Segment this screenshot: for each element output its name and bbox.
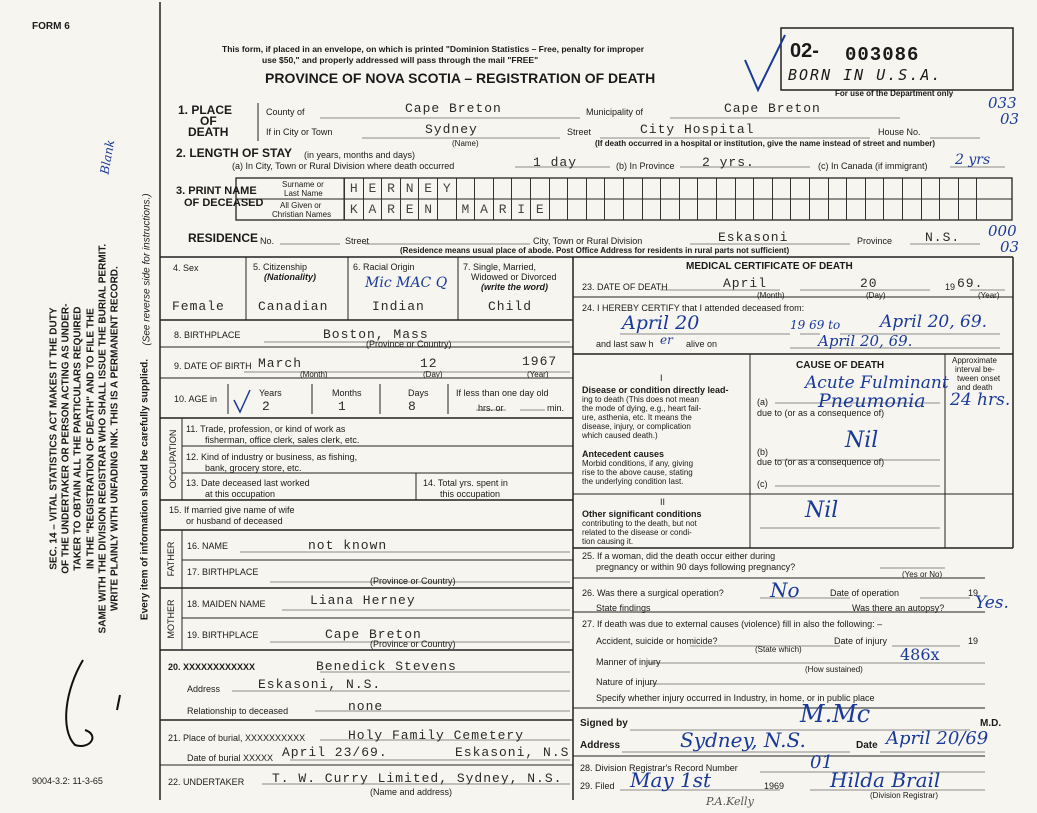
name-letter-cell	[660, 199, 679, 220]
last-saw-ink: er	[660, 333, 673, 347]
racial-ink: Mic MAC Q	[365, 275, 448, 291]
name-letter-cell	[679, 178, 698, 199]
burial-place-label: 21. Place of burial, XXXXXXXXXX	[168, 733, 306, 743]
racial-label: 6. Racial Origin	[353, 262, 415, 272]
birthplace-label: 8. BIRTHPLACE	[174, 330, 241, 340]
name-letter-cell: M	[456, 199, 475, 220]
name-letter-cell	[604, 199, 623, 220]
occ-14-label-2: this occupation	[440, 489, 501, 499]
name-letter-cell	[660, 178, 679, 199]
mother-birthplace-sub: (Province or Country)	[370, 639, 456, 649]
other-label-2: contributing to the death, but not	[582, 519, 697, 528]
findings-label: State findings	[596, 603, 651, 613]
residence-province: N.S.	[925, 230, 961, 245]
city-label: If in City or Town	[266, 127, 333, 137]
citizenship-sub-label: (Nationality)	[264, 272, 317, 282]
direct-label-6: which caused death.)	[582, 431, 658, 440]
margin-code-1: 033	[988, 94, 1017, 112]
stay-sub-label: (in years, months and days)	[304, 150, 416, 160]
name-letter-cell: E	[530, 199, 549, 220]
place-label-3: DEATH	[188, 125, 229, 139]
age-days-label: Days	[408, 388, 429, 398]
name-letter-cell	[511, 178, 530, 199]
cause-b-mark: (b)	[757, 447, 768, 457]
street-label: Street	[567, 127, 592, 137]
name-letter-cell	[790, 178, 809, 199]
name-letter-cell: I	[511, 199, 530, 220]
roman-two: II	[660, 497, 666, 507]
name-letter-cell	[735, 199, 754, 220]
name-letter-cell	[642, 199, 661, 220]
name-letter-cell	[846, 199, 865, 220]
father-birthplace-sub: (Province or Country)	[370, 576, 456, 586]
cause-a-line-2: Pneumonia	[818, 390, 926, 412]
racial-value: Indian	[372, 299, 425, 314]
other-label-3: related to the disease or condi-	[582, 528, 692, 537]
marital-label-1: 7. Single, Married,	[463, 262, 537, 272]
interval-label-4: and death	[957, 383, 993, 392]
name-letter-cell	[883, 178, 902, 199]
occ-12-label-1: 12. Kind of industry or business, as fishing,	[186, 452, 358, 462]
sig-date: April 20/69	[886, 728, 989, 749]
occ-11-label-2: fisherman, office clerk, sales clerk, etc.	[205, 435, 360, 445]
name-letter-cell	[437, 199, 456, 220]
sig-address-label: Address	[580, 740, 621, 751]
how-sustained-label: (How sustained)	[805, 665, 863, 674]
name-letter-cell: A	[474, 199, 493, 220]
spouse-label-2: or husband of deceased	[186, 516, 283, 526]
attended-from-year: 19 69 to	[790, 318, 841, 332]
name-letter-cell	[753, 199, 772, 220]
name-letter-cell	[865, 178, 884, 199]
other-label-4: tion causing it.	[582, 537, 634, 546]
code-ink: 486x	[900, 645, 940, 664]
margin-scribble-icon	[55, 650, 135, 760]
antecedent-label-4: the underlying condition last.	[582, 477, 684, 486]
attended-from: April 20	[622, 312, 700, 334]
name-letter-cell: N	[400, 178, 419, 199]
registrar-sub-label: (Division Registrar)	[870, 791, 939, 800]
dod-day-label: (Day)	[866, 291, 886, 300]
occ-11-label-1: 11. Trade, profession, or kind of work as	[186, 424, 346, 434]
birthplace-value: Boston, Mass	[323, 327, 429, 342]
deceased-label-2: OF DECEASED	[184, 197, 264, 209]
municipality-label: Municipality of	[586, 107, 644, 117]
dod-month-label: (Month)	[757, 291, 785, 300]
name-letter-cell	[567, 199, 586, 220]
city-value: Sydney	[425, 122, 478, 137]
age-years-label: Years	[259, 388, 282, 398]
age-months: 1	[338, 399, 347, 414]
envelope-note-1: This form, if placed in an envelope, on which is printed "Dominion Statistics – Free, penalty for improper	[222, 44, 645, 54]
municipality-value: Cape Breton	[724, 101, 821, 116]
registrar-signature: Hilda Brail	[830, 768, 941, 792]
name-letter-cell: R	[493, 199, 512, 220]
name-letter-cell	[958, 199, 977, 220]
father-name-label: 16. NAME	[187, 541, 229, 551]
dob-year-label: (Year)	[527, 370, 549, 379]
burial-place: Holy Family Cemetery	[348, 728, 525, 743]
name-letter-cell	[456, 178, 475, 199]
alive-on-label: alive on	[686, 339, 718, 349]
age-check-icon	[232, 388, 252, 414]
dept-use-label: For use of the Department only	[835, 89, 954, 98]
name-letter-cell	[735, 178, 754, 199]
occ-13-label-2: at this occupation	[205, 489, 276, 499]
sex-value: Female	[172, 299, 225, 314]
interval-label-2: interval be-	[955, 365, 995, 374]
place-label-2: OF	[200, 114, 217, 128]
age-years: 2	[262, 399, 271, 414]
name-letter-cell	[883, 199, 902, 220]
name-letter-cell	[921, 199, 940, 220]
name-letter-cell: E	[418, 178, 437, 199]
yes-no-label: (Yes or No)	[902, 570, 943, 579]
direct-label-4: ure, asthenia, etc. It means the	[582, 413, 692, 422]
stay-c-label: (c) In Canada (if immigrant)	[818, 161, 928, 171]
county-label: County of	[266, 107, 305, 117]
filed-date: May 1st	[630, 768, 712, 792]
envelope-note-2: use $50," and properly addressed will pass through the mail "FREE"	[262, 55, 539, 65]
dob-month-label: (Month)	[300, 370, 328, 379]
occ-14-label-1: 14. Total yrs. spent in	[423, 478, 508, 488]
interval-label-1: Approximate	[952, 356, 997, 365]
name-letter-cell	[958, 178, 977, 199]
reverse-side-note: (See reverse side for instructions.)	[141, 193, 153, 346]
autopsy-label: Was there an autopsy?	[852, 603, 945, 613]
injury-date-label: Date of injury	[834, 636, 888, 646]
due-to-b-label: due to (or as a consequence of)	[757, 457, 885, 467]
stay-a-label: (a) In City, Town or Rural Division where death occurred	[232, 161, 455, 171]
name-letter-cell: N	[418, 199, 437, 220]
margin-code-3: 000	[988, 222, 1017, 240]
direct-label-3: the mode of dying, e.g., heart fail-	[582, 404, 702, 413]
name-letter-cell	[697, 178, 716, 199]
stay-b-value: 2 yrs.	[702, 155, 755, 170]
name-letter-cell	[586, 178, 605, 199]
street-value: City Hospital	[640, 122, 755, 137]
name-letter-cell	[772, 178, 791, 199]
born-note: BORN IN U.S.A.	[788, 66, 943, 84]
pregnancy-label-1: 25. If a woman, did the death occur either during	[582, 551, 776, 561]
cause-b-value: Nil	[845, 428, 879, 453]
name-letter-cell	[549, 199, 568, 220]
name-letter-cell	[567, 178, 586, 199]
undertaker-label: 22. UNDERTAKER	[168, 777, 245, 787]
specify-label: Specify whether injury occurred in Industry, in home, or in public place	[596, 693, 875, 703]
manner-label: Manner of injury	[596, 657, 661, 667]
name-letter-cell	[753, 178, 772, 199]
op-year-19: 19	[968, 588, 979, 598]
birthplace-sub-label: (Province or Country)	[366, 339, 452, 349]
given-label-1: All Given or	[280, 201, 322, 210]
given-label-2: Christian Names	[272, 210, 332, 219]
name-letter-cell	[828, 199, 847, 220]
residence-division: Eskasoni	[718, 230, 789, 245]
stay-c-value: 2 yrs	[955, 152, 991, 168]
spouse-label-1: 15. If married give name of wife	[169, 505, 295, 515]
external-label: 27. If death was due to external causes (violence) fill in also the following: –	[582, 619, 883, 629]
name-letter-cell	[809, 178, 828, 199]
state-which-label: (State which)	[755, 645, 802, 654]
father-side-label: FATHER	[166, 541, 176, 577]
direct-label-5: disease, injury, or complication	[582, 422, 691, 431]
name-letter-cell	[493, 178, 512, 199]
name-letter-cell	[716, 178, 735, 199]
mother-birthplace: Cape Breton	[325, 627, 422, 642]
name-letter-cell	[809, 199, 828, 220]
signed-label: Signed by	[580, 718, 628, 729]
nature-label: Nature of injury	[596, 677, 658, 687]
other-value: Nil	[805, 498, 839, 523]
dod-year-label: (Year)	[978, 291, 1000, 300]
name-letter-cell: A	[363, 199, 382, 220]
name-letter-cell	[939, 178, 958, 199]
form-number: FORM 6	[32, 21, 70, 32]
reg-number: 003086	[845, 44, 920, 66]
name-letter-cell	[902, 199, 921, 220]
name-letter-cell	[790, 199, 809, 220]
cause-title: CAUSE OF DEATH	[796, 360, 885, 371]
dod-year-prefix: 19	[945, 282, 956, 292]
direct-label-2: ing to death (This does not mean	[582, 395, 699, 404]
stay-a-value: 1 day	[533, 155, 578, 170]
name-letter-cell: E	[363, 178, 382, 199]
residence-province-label: Province	[857, 236, 893, 246]
occupation-side-label: OCCUPATION	[168, 429, 178, 489]
age-months-label: Months	[332, 388, 362, 398]
father-name: not known	[308, 538, 388, 553]
dod-month: April	[723, 276, 768, 291]
county-value: Cape Breton	[405, 101, 502, 116]
direct-label-1: Disease or condition directly lead-	[582, 385, 729, 395]
dod-year: 69.	[957, 276, 984, 291]
stay-b-label: (b) In Province	[616, 161, 675, 171]
antecedent-label-3: rise to the above cause, stating	[582, 468, 693, 477]
mother-maiden-label: 18. MAIDEN NAME	[187, 599, 266, 609]
name-letter-cell	[586, 199, 605, 220]
margin-instructions: SEC. 14 – VITAL STATISTICS ACT MAKES IT THE DUTY OF THE UNDERTAKER OR PERSON ACTING AS UNDER- TAKER TO OBTAIN ALL THE PARTICULARS REQUIRED IN THE "REGISTRATION OF DEATH" AND TO FILE THE SAME WITH THE DIVISION REGISTRAR WHO SHALL ISSUE THE BURIAL PERMIT. WRITE PLAINLY WITH UNFADING INK. THIS IS A PERMANENT RECORD.	[48, 243, 121, 634]
relationship-value: none	[348, 699, 384, 714]
occ-12-label-2: bank, grocery store, etc.	[205, 463, 302, 473]
citizenship-value: Canadian	[258, 299, 329, 314]
dob-year: 1967	[522, 354, 558, 369]
place-label-1: 1. PLACE	[178, 103, 233, 117]
name-letter-cell: R	[381, 199, 400, 220]
reg-prefix: 02-	[790, 40, 819, 62]
marital-label-3: (write the word)	[481, 282, 548, 292]
last-saw-label: and last saw h	[596, 339, 654, 349]
last-alive-date: April 20, 69.	[818, 332, 913, 350]
certify-label: 24. I HEREBY CERTIFY that I attended deceased from:	[582, 303, 805, 313]
cause-c-mark: (c)	[757, 479, 768, 489]
autopsy-value: Yes.	[975, 593, 1009, 613]
name-letter-cell	[976, 199, 995, 220]
name-letter-cell	[549, 178, 568, 199]
name-letter-cell	[474, 178, 493, 199]
stay-label: 2. LENGTH OF STAY	[176, 146, 293, 160]
attended-to: April 20, 69.	[880, 312, 988, 332]
residence-division-label: City, Town or Rural Division	[533, 236, 643, 246]
surname-label-1: Surname or	[282, 180, 324, 189]
name-letter-cell: E	[400, 199, 419, 220]
name-letter-cell	[865, 199, 884, 220]
mother-birthplace-label: 19. BIRTHPLACE	[187, 630, 259, 640]
min-label: min.	[547, 403, 565, 413]
supplied-note: Every item of information should be carefully supplied.	[139, 358, 151, 621]
age-label: 10. AGE in	[174, 394, 218, 404]
citizenship-label: 5. Citizenship	[253, 262, 308, 272]
filed-year: 1969	[764, 781, 785, 791]
burial-date-label: Date of burial XXXXX	[187, 753, 274, 763]
filed-label: 29. Filed	[580, 781, 615, 791]
burial-location: Eskasoni, N.S	[455, 745, 570, 760]
check-mark-icon	[740, 30, 790, 100]
mother-side-label: MOTHER	[166, 599, 176, 639]
hrs-label: hrs. or	[478, 403, 504, 413]
stamp-bottom: P.A.Kelly	[706, 795, 754, 808]
informant-label: 20. XXXXXXXXXXXX	[168, 662, 256, 672]
father-birthplace-label: 17. BIRTHPLACE	[187, 567, 259, 577]
name-letter-cell: R	[381, 178, 400, 199]
dob-day: 12	[420, 356, 438, 371]
signature: M.Mc	[800, 700, 871, 728]
undertaker-value: T. W. Curry Limited, Sydney, N.S.	[272, 771, 563, 786]
sig-date-label: Date	[856, 740, 878, 751]
name-letter-cell	[530, 178, 549, 199]
name-letter-cell: H	[344, 178, 363, 199]
name-letter-cell	[921, 178, 940, 199]
deceased-label-1: 3. PRINT NAME	[176, 185, 257, 197]
age-days: 8	[408, 399, 417, 414]
less-than-day-label: If less than one day old	[456, 388, 549, 398]
md-label: M.D.	[980, 718, 1002, 729]
undertaker-sub-label: (Name and address)	[370, 787, 453, 797]
name-letter-cell	[697, 199, 716, 220]
dob-month: March	[258, 356, 303, 371]
injury-year-19: 19	[968, 636, 979, 646]
cause-a-line-1: Acute Fulminant	[805, 373, 949, 393]
occ-13-label-1: 13. Date deceased last worked	[186, 478, 310, 488]
dod-day: 20	[860, 276, 878, 291]
record-value: 01	[810, 752, 833, 773]
name-letter-cell	[828, 178, 847, 199]
due-to-a-label: due to (or as a consequence of)	[757, 408, 885, 418]
name-letter-cell	[976, 178, 995, 199]
residence-no-label: No.	[260, 236, 275, 246]
residence-label: RESIDENCE	[188, 231, 259, 245]
op-date-label: Date of operation	[830, 588, 900, 598]
margin-code-4: 03	[1000, 238, 1020, 256]
accident-label: Accident, suicide or homicide?	[596, 636, 718, 646]
pregnancy-label-2: pregnancy or within 90 days following pregnancy?	[596, 562, 796, 572]
name-letter-cell	[604, 178, 623, 199]
dob-day-label: (Day)	[423, 370, 443, 379]
name-letter-cell	[716, 199, 735, 220]
dod-label: 23. DATE OF DEATH	[582, 282, 668, 292]
informant-name: Benedick Stevens	[316, 659, 457, 674]
form-title: PROVINCE OF NOVA SCOTIA – REGISTRATION OF DEATH	[265, 70, 656, 86]
informant-address: Eskasoni, N.S.	[258, 677, 382, 692]
medical-title: MEDICAL CERTIFICATE OF DEATH	[686, 261, 853, 272]
surgical-label: 26. Was there a surgical operation?	[582, 588, 724, 598]
dob-label: 9. DATE OF BIRTH	[174, 361, 252, 371]
record-label: 28. Division Registrar's Record Number	[580, 763, 738, 773]
antecedent-label-2: Morbid conditions, if any, giving	[582, 459, 694, 468]
cause-a-mark: (a)	[757, 397, 768, 407]
mother-maiden: Liana Herney	[310, 593, 416, 608]
name-letter-cell	[902, 178, 921, 199]
burial-date: April 23/69.	[282, 745, 388, 760]
blank-note: Blank	[97, 138, 118, 176]
marital-label-2: Widowed or Divorced	[471, 272, 557, 282]
house-label: House No.	[878, 127, 921, 137]
name-letter-cell	[623, 199, 642, 220]
roman-one: I	[660, 373, 663, 383]
city-name-label: (Name)	[452, 139, 479, 148]
residence-street-label: Street	[345, 236, 370, 246]
antecedent-label-1: Antecedent causes	[582, 449, 665, 459]
name-letter-cell: Y	[437, 178, 456, 199]
informant-address-label: Address	[187, 684, 221, 694]
name-letter-cell	[772, 199, 791, 220]
surname-label-2: Last Name	[284, 189, 323, 198]
other-label-1: Other significant conditions	[582, 509, 702, 519]
name-letter-cell	[939, 199, 958, 220]
form-code: 9004-3.2: 11-3-65	[32, 776, 103, 786]
surgical-value: No	[770, 578, 800, 602]
place-note: (If death occurred in a hospital or institution, give the name instead of street and number)	[595, 139, 936, 148]
name-letter-cell	[846, 178, 865, 199]
residence-note: (Residence means usual place of abode. Post Office Address for residents in rural parts not sufficient)	[400, 246, 790, 255]
name-letter-cell: K	[344, 199, 363, 220]
sex-label: 4. Sex	[173, 263, 199, 273]
sig-address: Sydney, N.S.	[680, 728, 806, 752]
name-letter-cell	[623, 178, 642, 199]
marital-value: Child	[488, 299, 533, 314]
name-letter-cell	[679, 199, 698, 220]
margin-code-2: 03	[1000, 110, 1020, 128]
relationship-label: Relationship to deceased	[187, 706, 289, 716]
interval-a: 24 hrs.	[950, 390, 1011, 410]
name-letter-cell	[642, 178, 661, 199]
interval-label-3: tween onset	[957, 374, 1001, 383]
